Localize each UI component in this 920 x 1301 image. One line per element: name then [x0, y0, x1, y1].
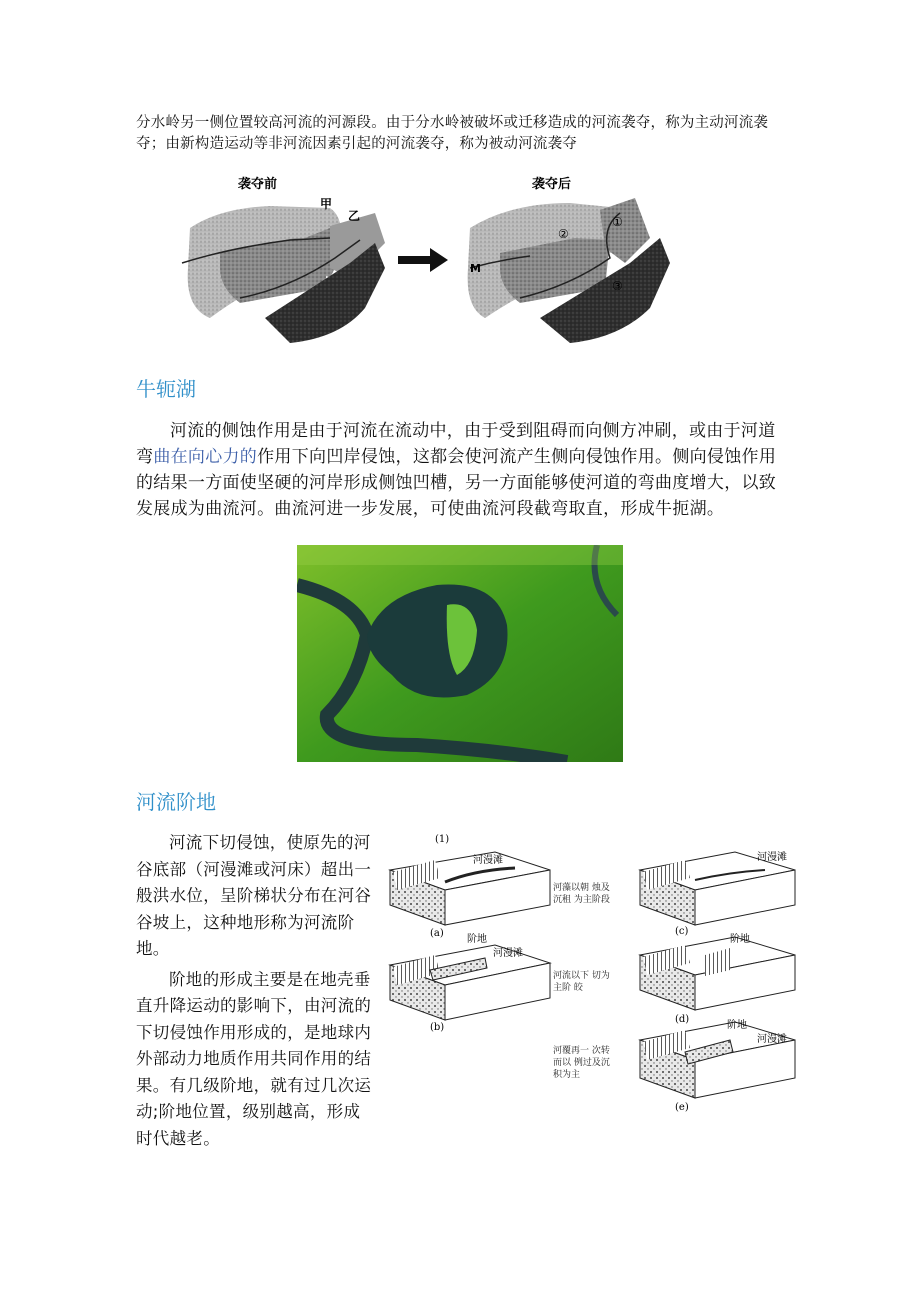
panel-a-label: (a) — [430, 928, 444, 939]
after-label: 袭夺后 — [532, 177, 572, 192]
terrace-heading: 河流阶地 — [136, 790, 216, 814]
floodplain-label-a: 河漫滩 — [473, 855, 503, 866]
label-jia: 甲 — [320, 197, 333, 211]
arrow-icon — [398, 248, 448, 272]
centripetal-link[interactable]: 曲在向心力的 — [153, 447, 258, 467]
floodplain-label-e: 河漫滩 — [757, 1034, 787, 1045]
before-label: 袭夺前 — [238, 177, 278, 192]
panel-c-label: (c) — [675, 926, 689, 937]
label-1: ① — [612, 215, 623, 229]
label-yi: 乙 — [348, 209, 361, 223]
panel-e-label: (e) — [675, 1102, 689, 1113]
label-2: ② — [558, 227, 569, 241]
panel-b-label: (b) — [430, 1022, 445, 1033]
terrace-figure — [385, 830, 805, 1115]
terrace-label-d: 阶地 — [730, 934, 750, 945]
terrace-paragraph-1: 河流下切侵蚀，使原先的河谷底部（河漫滩或河床）超出一般洪水位，呈阶梯状分布在河谷谷坡上，这种地形称为河流阶地。 — [136, 833, 372, 958]
caption-stage-2: 河流以下 切为主阶 皎 — [553, 971, 610, 993]
block-c — [640, 850, 795, 937]
block-a — [390, 852, 550, 939]
floodplain-label-c: 河漫滩 — [757, 852, 787, 863]
terrace-label-b: 阶地 — [467, 934, 487, 945]
terrace-label-e: 阶地 — [727, 1020, 747, 1031]
caption-stage-1: 河藻以朝 烛及沉租 为主阶段 — [553, 883, 610, 905]
block-d — [640, 932, 795, 1025]
terrace-paragraph-2: 阶地的形成主要是在地壳垂直升降运动的影响下，由河流的下切侵蚀作用形成的，是地球内外部动力地质作用共同作用的结果。有几级阶地，就有过几次运动;阶地位置，级别越高，形成时代越老。 — [136, 969, 372, 1148]
oxbow-lake-photo — [297, 545, 623, 762]
label-m: M — [470, 262, 481, 275]
block-e — [640, 1018, 795, 1113]
floodplain-label-b: 河漫滩 — [493, 948, 523, 959]
capture-paragraph: 分水岭另一侧位置较高河流的河源段。由于分水岭被破坏或迁移造成的河流袭夺，称为主动河流袭夺；由新构造运动等非河流因素引起的河流袭夺，称为被动河流袭夺 — [136, 115, 769, 152]
terrace-text — [136, 830, 372, 1152]
river-capture-diagram — [180, 168, 700, 348]
label-3: ③ — [612, 279, 623, 293]
block-b — [390, 932, 550, 1033]
fig-number: (1) — [435, 834, 450, 845]
panel-d-label: (d) — [675, 1014, 690, 1025]
oxbow-heading: 牛轭湖 — [136, 377, 196, 401]
river-capture-figure — [180, 168, 700, 348]
oxbow-paragraph: 河流的侧蚀作用是由于河流在流动中，由于受到阻碍而向侧方冲刷，或由于河道弯曲在向心力的作用下向凹岸侵蚀，这都会使河流产生侧向侵蚀作用。侧向侵蚀作用的结果一方面使坚硬的河岸形成侧蚀凹槽，另一方面能够使河道的弯曲度增大，以致发展成为曲流河。曲流河进一步发展，可使曲流河段截弯取直，形成牛扼湖。 — [136, 421, 777, 519]
caption-stage-3: 河覆再一 次转而以 例过及沉 积为主 — [553, 1046, 610, 1080]
